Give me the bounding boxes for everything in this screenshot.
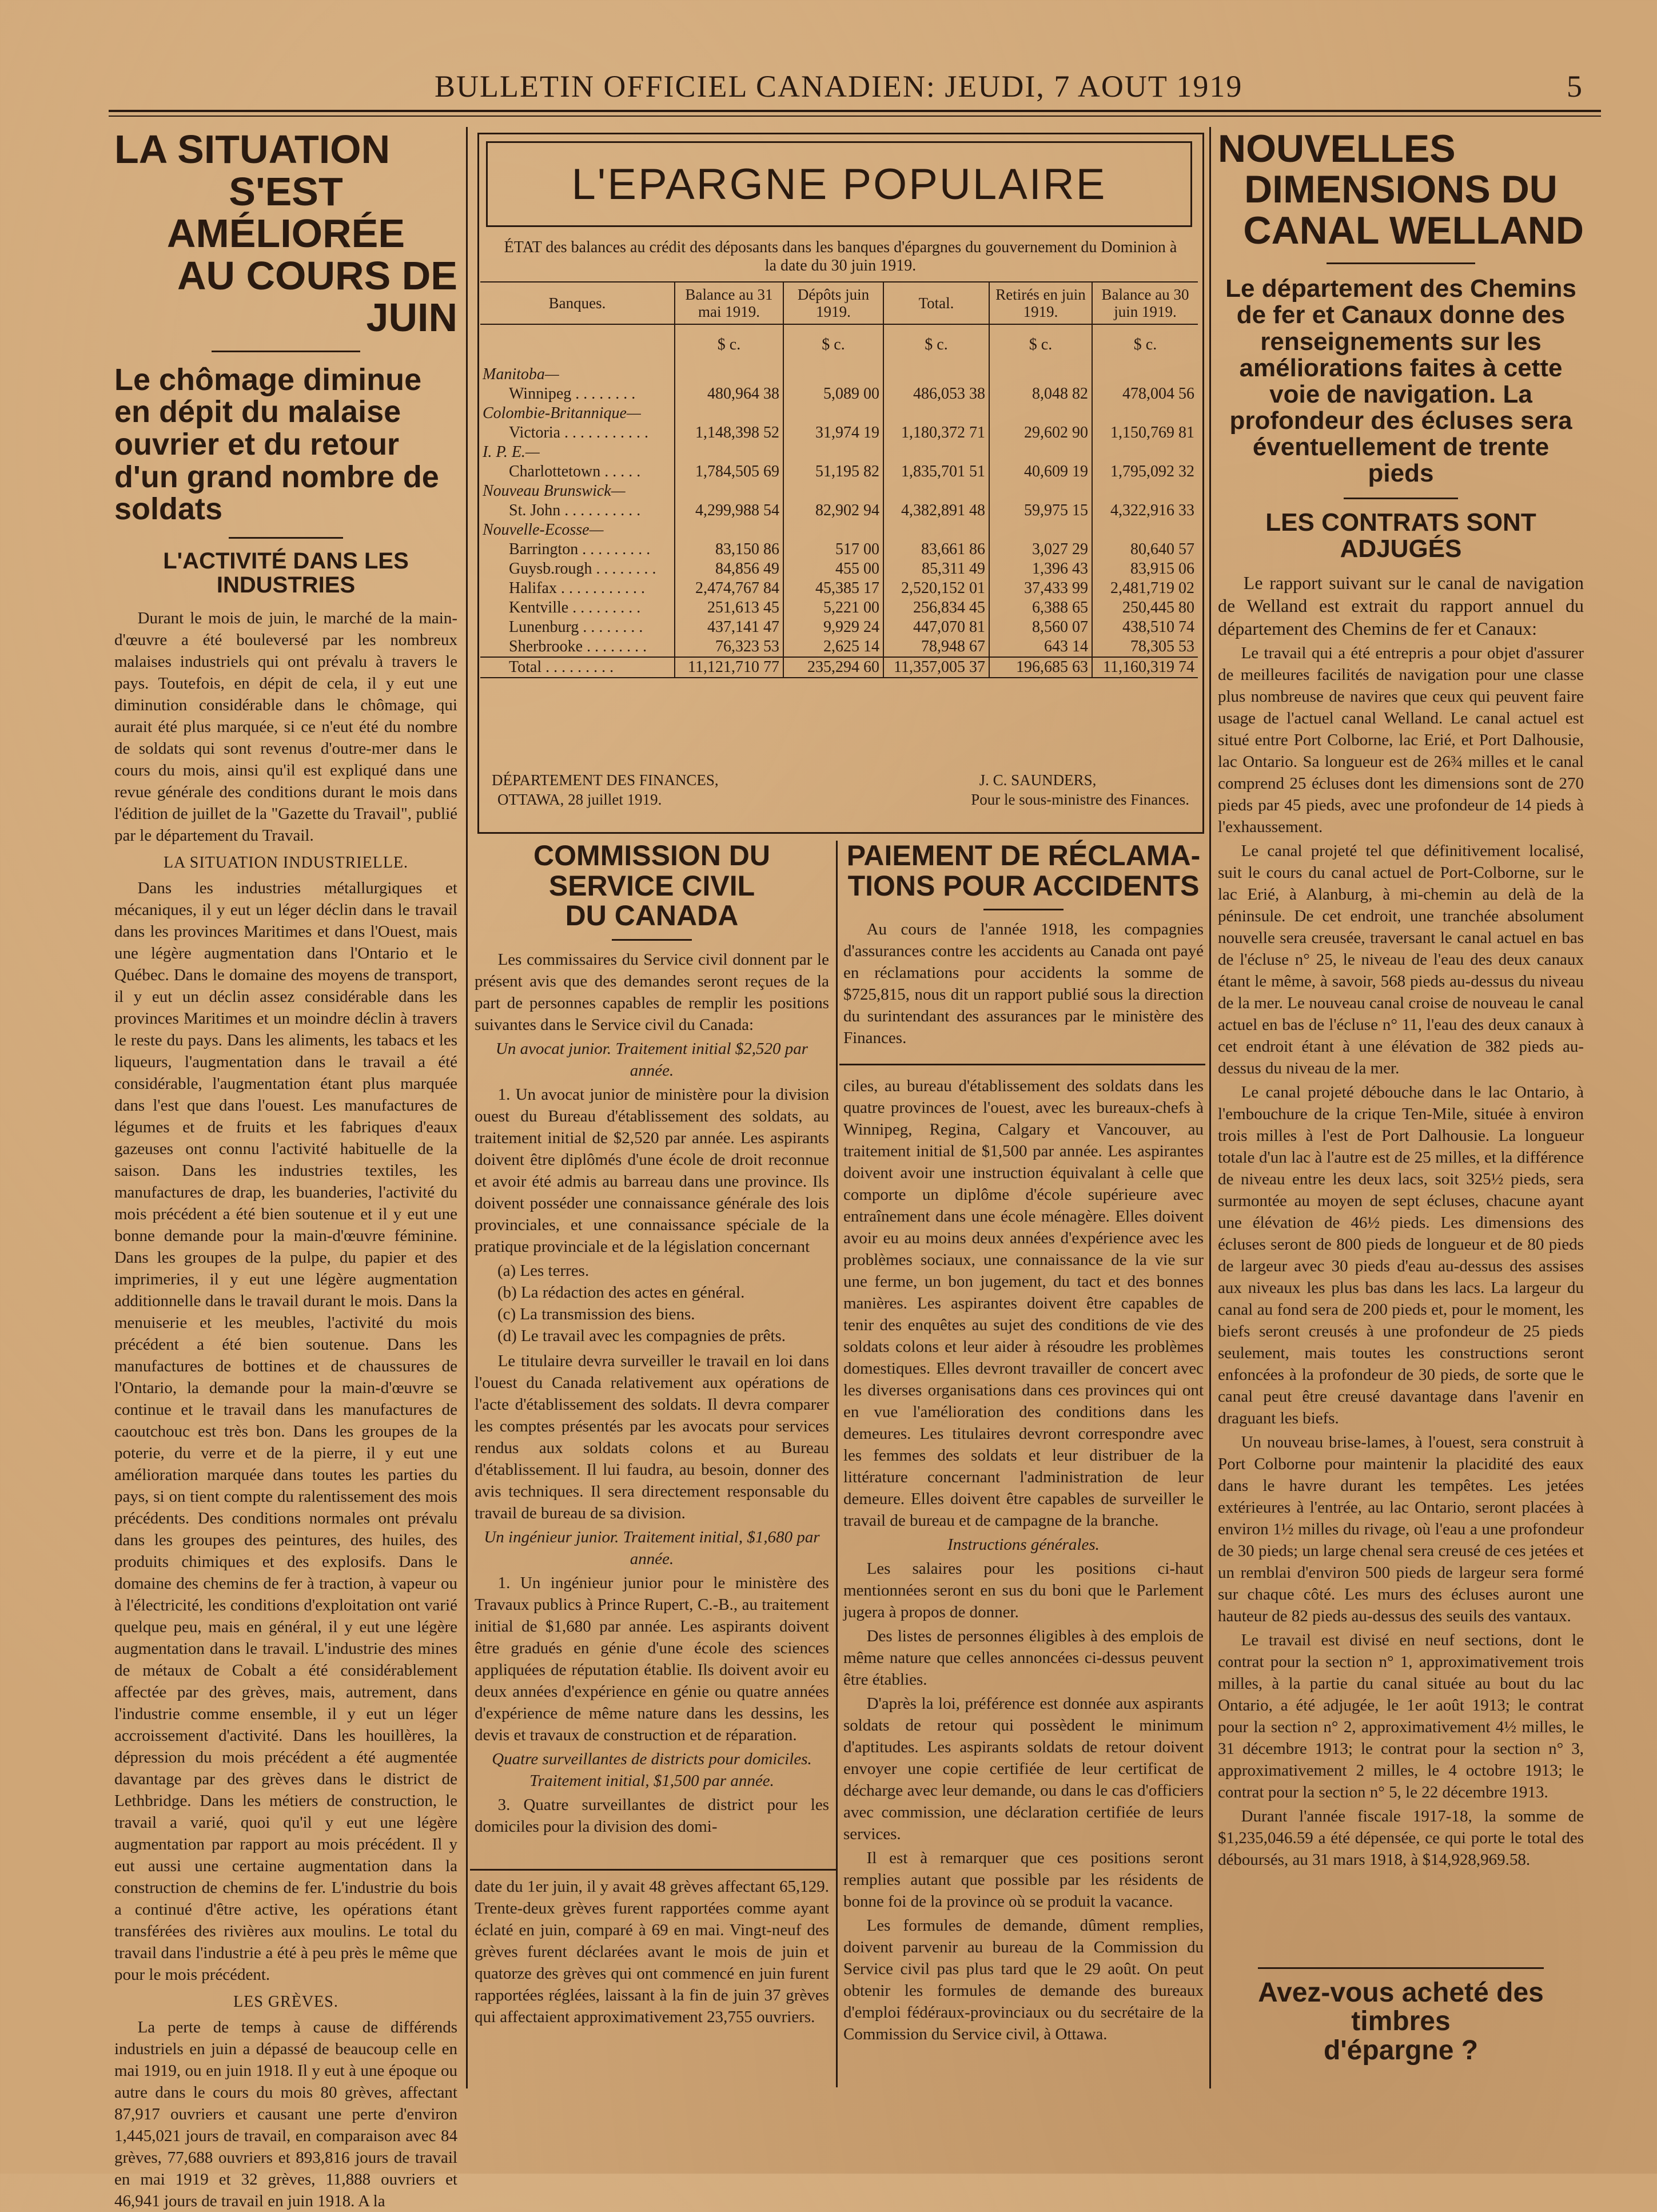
table-cell: 438,510 74 [1092, 618, 1198, 637]
deck: Le chômage diminue en dépit du malaise ouvrier et du retour d'un grand nombre de soldats [114, 362, 439, 527]
table-row [480, 423, 1198, 443]
table-cell: 256,834 45 [883, 598, 989, 618]
table-cell [989, 443, 1092, 462]
table-cell [675, 482, 783, 501]
promo-line: d'épargne ? [1323, 2035, 1479, 2066]
table-cell [989, 404, 1092, 423]
article-commission-continued [843, 1075, 1204, 2093]
unit-cell: $ c. [883, 324, 989, 365]
column-header: Balance au 31 mai 1919. [675, 282, 783, 324]
row-label: Kentville . . . . . . . . . [509, 599, 641, 616]
table-cell: 8,560 07 [989, 618, 1092, 637]
row-label: Sherbrooke . . . . . . . . [509, 638, 647, 655]
table-cell: 78,948 67 [883, 637, 989, 657]
table-cell: 1,150,769 81 [1092, 423, 1198, 443]
article-body [475, 949, 829, 1837]
table-cell: 4,382,891 48 [883, 501, 989, 520]
total-cell: 11,121,710 77 [675, 657, 783, 678]
headline-line: DIMENSIONS DU [1244, 168, 1558, 212]
paragraph: Les salaires pour les positions ci-haut mentionnées seront en sus du boni que le Parlement jugera à propos de donner. [843, 1559, 1204, 1621]
table-cell: 51,195 82 [783, 462, 883, 482]
table-cell: 31,974 19 [783, 423, 883, 443]
table-cell: 447,070 81 [883, 618, 989, 637]
table-cell: 3,027 29 [989, 540, 1092, 559]
table-cell: 2,474,767 84 [675, 579, 783, 598]
table-cell: 437,141 47 [675, 618, 783, 637]
signature-left [492, 770, 719, 809]
table-cell: 5,221 00 [783, 598, 883, 618]
row-label: St. John . . . . . . . . . . [509, 502, 641, 519]
signature-line: DÉPARTEMENT DES FINANCES, [492, 771, 719, 789]
position-heading: Un ingénieur junior. Traitement initial, $1,680 par année. [484, 1527, 820, 1568]
column-header: Total. [883, 282, 989, 324]
paragraph: ciles, au bureau d'établissement des soldats dans les quatre provinces de l'ouest, avec les bureaux-chefs à Winnipeg, Regina, Calgary et Vancouver, au traitement initial de $1,500 par année. Les aspirantes doivent avoir une instruction équivalant à celle que comporte un diplôme d'école supérieure avec entraînement dans une école ménagère. Elles doivent avoir eu au moins deux années d'expérience avec les problèmes sociaux, une connaissance de la vie sur une ferme, un bon jugement, du tact et des bonnes manières. Les aspirantes doivent être capables de tenir des enquêtes au sujet des conditions de vie des soldats colons et leur aider à résoudre les problèmes domestiques. Elles devront travailler de concert avec les diverses organisations dans ces provinces qui ont en vue l'amélioration des conditions dans les demeures. Les titulaires devront correspondre avec les femmes des soldats et leur distribuer de la littérature concernant l'administration de leur demeure. Elles doivent être capables de surveiller le travail de bureau et de campagne de la branche. [843, 1077, 1204, 1530]
table-cell: 45,385 17 [783, 579, 883, 598]
table-cell [883, 520, 989, 540]
row-label: Victoria . . . . . . . . . . . [509, 424, 649, 441]
header-rule-thin [109, 116, 1601, 117]
province-row [480, 404, 1198, 423]
list-item: (c) La transmission des biens. [497, 1304, 695, 1323]
subhead: LES CONTRATS SONT ADJUGÉS [1265, 508, 1536, 563]
table-row [480, 540, 1198, 559]
article-paiement [843, 841, 1204, 1069]
paragraph: Il est à remarquer que ces positions seront remplies autant que possible par les résidents de bonne foi de la province où se produit la vacance. [843, 1849, 1204, 1911]
headline-line: DU CANADA [565, 900, 739, 932]
table-row [480, 618, 1198, 637]
row-label: Halifax . . . . . . . . . . . [509, 579, 645, 597]
row-label: Nouvelle-Ecosse— [483, 521, 604, 539]
row-label: Barrington . . . . . . . . . [509, 540, 651, 558]
table-cell: 5,089 00 [783, 384, 883, 404]
table-row [480, 462, 1198, 482]
paragraph: Le travail qui a été entrepris a pour objet d'assurer de meilleures facilités de navigation pour une classe plus nombreuse de navires que ceux qui peuvent faire usage de l'actuel canal Welland. Le canal actuel est situé entre Port Colborne, lac Erié, et Port Dalhousie, lac Ontario. Sa longueur est de 26¾ milles et le canal comprend 25 écluses dont les dimensions sont de 270 pieds par 45 pieds, avec une profondeur de 14 pieds à l'exhaussement. [1218, 644, 1584, 837]
article-welland [1218, 129, 1584, 2090]
unit-cell: $ c. [675, 324, 783, 365]
table-cell: 251,613 45 [675, 598, 783, 618]
unit-cell: $ c. [989, 324, 1092, 365]
table-cell [1092, 482, 1198, 501]
signature-line: J. C. SAUNDERS, [979, 771, 1097, 789]
position-heading: Un avocat junior. Traitement initial $2,520 par année. [495, 1039, 808, 1080]
table-cell: 1,784,505 69 [675, 462, 783, 482]
column-header: Dépôts juin 1919. [783, 282, 883, 324]
table-cell: 83,661 86 [883, 540, 989, 559]
divider [229, 537, 343, 539]
table-cell [1092, 404, 1198, 423]
table-row [480, 579, 1198, 598]
table-cell: 83,915 06 [1092, 559, 1198, 579]
table-row [480, 384, 1198, 404]
list [475, 1260, 829, 1347]
list-item: (a) Les terres. [497, 1261, 589, 1280]
epargne-title: L'EPARGNE POPULAIRE [571, 160, 1107, 209]
table-cell [783, 365, 883, 384]
table-caption: ÉTAT des balances au crédit des déposants dans les banques d'épargnes du gouvernement du Dominion à la date du 30 juin 1919. [504, 238, 1177, 274]
table-cell: 1,148,398 52 [675, 423, 783, 443]
column-header: Banques. [480, 282, 675, 324]
total-cell: 235,294 60 [783, 657, 883, 678]
headline [475, 841, 829, 931]
table-cell: 82,902 94 [783, 501, 883, 520]
headline-line: AU COURS DE JUIN [177, 253, 457, 340]
epargne-box [475, 127, 1206, 833]
table-cell: 250,445 80 [1092, 598, 1198, 618]
section-heading: LA SITUATION INDUSTRIELLE. [163, 853, 409, 872]
table-cell [783, 520, 883, 540]
section-rule [470, 1869, 836, 1871]
table-cell [883, 482, 989, 501]
table-cell: 8,048 82 [989, 384, 1092, 404]
headline [1218, 129, 1584, 251]
page-header [0, 69, 1657, 114]
table-cell [675, 365, 783, 384]
paragraph: Le travail est divisé en neuf sections, dont le contrat pour la section n° 1, approximativement trois milles, à la partie du canal située au bout du lac Ontario, a été adjugée, le 1er août 1913; le contrat pour la section n° 2, approximativement 4½ milles, le 31 décembre 1913; le contrat pour la section n° 3, approximativement 2 milles, le 4 octobre 1913; le contrat pour la section n° 5, le 22 décembre 1913. [1218, 1631, 1584, 1802]
subhead: L'ACTIVITÉ DANS LES INDUSTRIES [163, 548, 409, 598]
table-row [480, 637, 1198, 657]
page-number: 5 [1567, 69, 1582, 104]
table-cell: 83,150 86 [675, 540, 783, 559]
article-body [114, 607, 457, 2212]
divider [212, 351, 360, 352]
paragraph: 3. Quatre surveillantes de district pour les domiciles pour la division des domi- [475, 1795, 829, 1836]
paragraph: 1. Un avocat junior de ministère pour la division ouest du Bureau d'établissement des soldats, au traitement initial de $2,520 par année. Les aspirants doivent être diplômés d'une école de droit reconnue et avoir été admis au barreau dans une province. Ils doivent posséder une connaissance générale des lois provinciales, et une connaissance spéciale de la pratique provinciale et de la législation concernant [475, 1085, 829, 1256]
table-cell [675, 520, 783, 540]
signature-line: Pour le sous-ministre des Finances. [971, 791, 1189, 808]
table-row [480, 559, 1198, 579]
header-rule [109, 110, 1601, 112]
paragraph: Des listes de personnes éligibles à des emplois de même nature que celles annoncées ci-dessus peuvent être établies. [843, 1627, 1204, 1689]
column-rule [1209, 127, 1211, 2088]
headline-line: LA SITUATION [114, 127, 391, 172]
table-cell: 9,929 24 [783, 618, 883, 637]
table-row [480, 598, 1198, 618]
article-situation [114, 127, 457, 2210]
section-rule [1258, 1967, 1544, 1969]
paragraph: Au cours de l'année 1918, les compagnies d'assurances contre les accidents au Canada ont payé en réclamations pour accidents la somme de $725,815, nous dit un rapport publié sous la direction du surintendant des assurances par le ministère des Finances. [843, 920, 1204, 1047]
table-cell [989, 482, 1092, 501]
table-cell: 478,004 56 [1092, 384, 1198, 404]
epargne-table [480, 281, 1198, 678]
table-cell [783, 443, 883, 462]
table-cell: 2,481,719 02 [1092, 579, 1198, 598]
total-label: Total . . . . . . . . . [480, 657, 675, 678]
signature-right [886, 770, 1189, 809]
paragraph: Les formules de demande, dûment remplies, doivent parvenir au bureau de la Commission du Service civil pas plus tard que le 29 août. On peut obtenir les formules de demande des bureaux d'emploi fédéraux-provinciaux ou du secrétaire de la Commission du Service civil, à Ottawa. [843, 1916, 1204, 2043]
divider [1344, 498, 1458, 499]
table-cell [883, 365, 989, 384]
paragraph: Durant le mois de juin, le marché de la main-d'œuvre a été bouleversé par les nombreux malaises industriels qui ont prévalu à travers le pays. Toutefois, en dépit de cela, il y eut une diminution considérable dans le chômage, qui aurait été plus marquée, si ce n'eut été du nombre de soldats qui sont revenus d'outre-mer dans le cours du mois, ainsi qu'il est expliqué dans une revue générale des conditions durant le mois dans l'édition de juillet de la "Gazette du Travail", publié par le département du Travail. [114, 608, 457, 845]
headline-line: TIONS POUR ACCIDENTS [847, 869, 1200, 902]
paragraph: Le canal projeté tel que définitivement localisé, suit le cours du canal actuel de Port-Colborne, sur le lac Erié, à Alanburg, à mi-chemin au delà de la péninsule. De cet endroit, une tranchée absolument nouvelle sera creusée, traversant le canal actuel en bas de l'écluse n° 25, le niveau de l'eau des deux canaux étant le même, à savoir, 568 pieds au-dessus du niveau de la mer. Le nouveau canal croise de nouveau le canal actuel en bas de l'écluse n° 11, l'eau des deux canaux à cet endroit étant à une élévation de 382 pieds au-dessus du niveau de la mer. [1218, 842, 1584, 1078]
table-cell: 1,795,092 32 [1092, 462, 1198, 482]
section-rule [839, 1064, 1205, 1065]
table-cell: 59,975 15 [989, 501, 1092, 520]
paragraph: 1. Un ingénieur junior pour le ministère des Travaux publics à Prince Rupert, C.-B., au traitement initial de $1,680 par année. Les aspirants doivent être gradués en génie d'une école des sciences appliquées de réputation établie. Ils doivent avoir eu deux années d'expérience en génie ou quatre années d'expérience de même nature dans les dessins, les devis et travaux de construction et de réparation. [475, 1573, 829, 1744]
headline [843, 841, 1204, 901]
table-cell: 517 00 [783, 540, 883, 559]
unit-cell: $ c. [783, 324, 883, 365]
table-cell [783, 482, 883, 501]
headline-line: S'EST AMÉLIORÉE [166, 169, 405, 256]
column-rule [836, 841, 838, 2087]
headline [114, 129, 457, 339]
table-row [480, 501, 1198, 520]
province-row [480, 443, 1198, 462]
province-row [480, 365, 1198, 384]
row-label: Lunenburg . . . . . . . . [509, 618, 643, 636]
table-cell: 40,609 19 [989, 462, 1092, 482]
article-situation-continued [475, 1876, 829, 2093]
paragraph: Durant l'année fiscale 1917-18, la somme de $1,235,046.59 a été dépensée, ce qui porte le total des déboursés, au 31 mars 1918, à $14,928,969.58. [1218, 1807, 1584, 1869]
headline-line: PAIEMENT DE RÉCLAMA- [846, 840, 1201, 872]
column-header: Balance au 30 juin 1919. [1092, 282, 1198, 324]
promo-box [1218, 1979, 1584, 2065]
row-label: Guysb.rough . . . . . . . . [509, 560, 656, 578]
table-cell [883, 443, 989, 462]
paragraph: Le titulaire devra surveiller le travail en loi dans l'ouest du Canada relativement aux opérations de l'acte d'établissement des soldats. Il devra comparer les comptes présentés par les avocats pour services rendus aux soldats colons et au Bureau d'établissement. Il lui faudra, au besoin, donner des avis techniques. Il sera directement responsable du travail de bureau de sa division. [475, 1351, 829, 1522]
table-cell: 4,299,988 54 [675, 501, 783, 520]
headline-line: CANAL WELLAND [1243, 208, 1584, 252]
table-cell: 480,964 38 [675, 384, 783, 404]
table-cell: 486,053 38 [883, 384, 989, 404]
table-cell: 37,433 99 [989, 579, 1092, 598]
table-cell: 85,311 49 [883, 559, 989, 579]
paragraph: D'après la loi, préférence est donnée aux aspirants soldats de retour qui possèdent le minimum d'aptitudes. Les aspirants soldats de retour doivent envoyer une copie certifiée de leur certificat de décharge avec leur demande, ou dans le cas d'officiers avec commission, une déclaration certifiée de leurs services. [843, 1694, 1204, 1843]
row-label: Winnipeg . . . . . . . . [509, 385, 636, 403]
table-cell: 2,520,152 01 [883, 579, 989, 598]
total-cell: 11,357,005 37 [883, 657, 989, 678]
table-cell: 6,388 65 [989, 598, 1092, 618]
table-cell: 1,835,701 51 [883, 462, 989, 482]
promo-line: Avez-vous acheté des timbres [1258, 1978, 1544, 2037]
paragraph: Le canal projeté débouche dans le lac Ontario, à l'embouchure de la crique Ten-Mile, située à environ trois milles à l'est de Port Dalhousie. La longueur totale d'un lac à l'autre est de 25 milles, et la différence de niveau entre les deux lacs, soit 325½ pieds, sera surmontée au moyen de sept écluses, chacune ayant une élévation de 46½ pieds. Les dimensions des écluses seront de 800 pieds de longueur et de 80 pieds de largeur avec 30 pieds d'eau au-dessus des assises aux niveaux les plus bas dans les lacs. La largeur du canal au fond sera de 200 pieds et, pour le moment, les biefs seront creusés à une profondeur de 25 pieds seulement, mais toutes les constructions seront enfoncées à la profondeur de 30 pieds, de sorte que le canal peut être creusé davantage dans l'avenir en draguant les biefs. [1218, 1083, 1584, 1428]
table-cell: 2,625 14 [783, 637, 883, 657]
table-cell: 4,322,916 33 [1092, 501, 1198, 520]
article-body [843, 1075, 1204, 2045]
table-cell [675, 404, 783, 423]
total-cell: 196,685 63 [989, 657, 1092, 678]
column-header: Retirés en juin 1919. [989, 282, 1092, 324]
table-cell: 84,856 49 [675, 559, 783, 579]
table-cell: 29,602 90 [989, 423, 1092, 443]
row-label: Charlottetown . . . . . [509, 463, 641, 480]
row-label: Colombie-Britannique— [483, 404, 641, 422]
paragraph: Dans les industries métallurgiques et mécaniques, il y eut un léger déclin dans le travail dans les provinces Maritimes et dans l'Ouest, mais une légère augmentation dans l'Ontario et le Québec. Dans le domaine des moyens de transport, il y eut un déclin assez considérable dans les provinces Maritimes et un moindre déclin à travers le reste du pays. Dans les aliments, les tabacs et les liqueurs, l'augmentation dans le travail a été considérable, l'augmentation étant plus marquée dans l'est que dans l'ouest. Les manufactures de légumes et de fruits et les fabriques d'eaux gazeuses ont connu l'activité habituelle de la saison. Dans les industries textiles, les manufactures de drap, les buanderies, l'activité du mois précédent a été bien soutenue et il y eut une bonne demande pour la main-d'œuvre féminine. Dans les groupes de la pulpe, du papier et des imprimeries, il y eut une légère augmentation additionnelle dans le travail durant le mois. Dans la menuiserie et les meubles, l'activité du mois précédent a été bien soutenue. Dans les manufactures de bottines et de chaussures de l'Ontario, la demande pour la main-d'œuvre se continue et le travail dans les manufactures de caoutchouc est très bon. Dans les groupes de la poterie, du verre et de la pierre, il y eut une amélioration marquée dans toutes les parties du pays, si on tient compte du ralentissement des mois précédents. Des conditions normales ont prévalu dans les groupes des peintures, des huiles, des produits chimiques et des explosifs. Dans le domaine des chemins de fer à traction, à vapeur ou à l'électricité, les conditions d'exploitation ont varié quelque peu, mais en général, il y eut une légère augmentation dans le travail. L'industrie des mines de métaux de Cobalt a été considérablement affectée par des grèves, mais, autrement, dans l'industrie comme ensemble, il y eut un léger accroissement d'activité. Dans les houillères, la dépression du mois précédent a été augmentée davantage par des grèves dans le district de Lethbridge. Dans les métiers de construction, le travail a varié, quoi qu'il y eut une légère augmentation par rapport au mois précédent. Il y eut aussi une certaine augmentation dans la construction de chemins de fer. L'industrie du bois a continué d'être active, les opérations étant transférées des rivières aux moulins. Le total du travail dans l'industrie a été à peu près le même que pour le mois précédent. [114, 878, 457, 1984]
total-cell: 11,160,319 74 [1092, 657, 1198, 678]
table-cell: 455 00 [783, 559, 883, 579]
table-header-row [480, 282, 1198, 324]
position-heading: Quatre surveillantes de districts pour domiciles. Traitement initial, $1,500 par année. [492, 1749, 812, 1790]
article-body [475, 1876, 829, 2028]
table-cell: 80,640 57 [1092, 540, 1198, 559]
units-row [480, 324, 1198, 365]
table-cell [1092, 520, 1198, 540]
article-commission [475, 841, 829, 1864]
table-cell: 1,396 43 [989, 559, 1092, 579]
divider [1327, 262, 1475, 264]
table-cell: 76,323 53 [675, 637, 783, 657]
total-row [480, 657, 1198, 678]
unit-cell: $ c. [1092, 324, 1198, 365]
article-body [843, 918, 1204, 1049]
table-cell [989, 520, 1092, 540]
title-box [486, 141, 1192, 227]
paragraph: La perte de temps à cause de différends industriels en juin a dépassé de beaucoup celle en mai 1919, ou en juin 1918. Il y eut à une époque ou autre dans le cours du mois 80 grèves, affectant 87,917 ouvriers et causant une perte d'environ 1,445,021 jours de travail, en comparaison avec 84 grèves, 77,688 ouvriers et 893,816 jours de travail en mai 1919 et 32 grèves, 11,888 ouvriers et 46,941 jours de travail en juin 1918. A la [114, 2018, 457, 2210]
table-cell [1092, 443, 1198, 462]
list-item: (b) La rédaction des actes en général. [497, 1283, 745, 1302]
paragraph: Le rapport suivant sur le canal de navigation de Welland est extrait du rapport annuel du département des Chemins de fer et Canaux: [1218, 572, 1584, 639]
table-cell [1092, 365, 1198, 384]
section-heading: Instructions générales. [947, 1535, 1100, 1554]
row-label: Nouveau Brunswick— [483, 482, 626, 500]
table-cell [989, 365, 1092, 384]
signature-line: OTTAWA, 28 juillet 1919. [497, 791, 662, 808]
paragraph: Les commissaires du Service civil donnent par le présent avis que des demandes seront reçues de la part de personnes capables de remplir les positions suivantes dans le Service civil du Canada: [475, 950, 829, 1034]
table-wrap [480, 281, 1198, 678]
province-row [480, 520, 1198, 540]
row-label: I. P. E.— [483, 443, 540, 461]
divider [612, 939, 692, 941]
paragraph: Un nouveau brise-lames, à l'ouest, sera construit à Port Colborne pour maintenir la placidité des eaux dans le havre durant les tempêtes. Les jetées extérieures à l'entrée, au lac Ontario, seront placées à environ 1½ milles du rivage, où l'eau a une profondeur de 30 pieds; un large chenal sera creusé de ces jetées et un remblai d'environ 500 pieds de largeur sera formé sur chaque côté. Les murs des écluses auront une hauteur de 82 pieds au-dessus des seuils des vantaux. [1218, 1433, 1584, 1626]
table-cell: 643 14 [989, 637, 1092, 657]
section-heading: LES GRÈVES. [233, 1992, 338, 2011]
column-rule [466, 127, 468, 2088]
table-cell [783, 404, 883, 423]
article-body [1218, 571, 1584, 1871]
headline-line: COMMISSION DU SERVICE CIVIL [533, 840, 770, 902]
newspaper-title: BULLETIN OFFICIEL CANADIEN: JEUDI, 7 AOUT 1919 [435, 69, 1243, 104]
table-cell: 78,305 53 [1092, 637, 1198, 657]
table-cell [675, 443, 783, 462]
list-item: (d) Le travail avec les compagnies de prêts. [497, 1326, 786, 1345]
table-cell [883, 404, 989, 423]
deck: Le département des Chemins de fer et Canaux donne des renseignements sur les améliorations faites à cette voie de navigation. La profondeur des écluses sera éventuellement de trente pieds [1225, 274, 1576, 488]
province-row [480, 482, 1198, 501]
headline-line: NOUVELLES [1218, 127, 1456, 170]
row-label: Manitoba— [483, 365, 559, 383]
divider [983, 909, 1063, 910]
paragraph: date du 1er juin, il y avait 48 grèves affectant 65,129. Trente-deux grèves furent rapportées comme ayant éclaté en juin, comparé à 69 en mai. Vingt-neuf des grèves furent déclarées avant le mois de juin et quatorze des grèves qui ont commencé en juin furent rapportées réglées, laissant à la fin de juin 37 grèves qui affectaient approximativement 23,755 ouvriers. [475, 1877, 829, 2026]
table-cell: 1,180,372 71 [883, 423, 989, 443]
